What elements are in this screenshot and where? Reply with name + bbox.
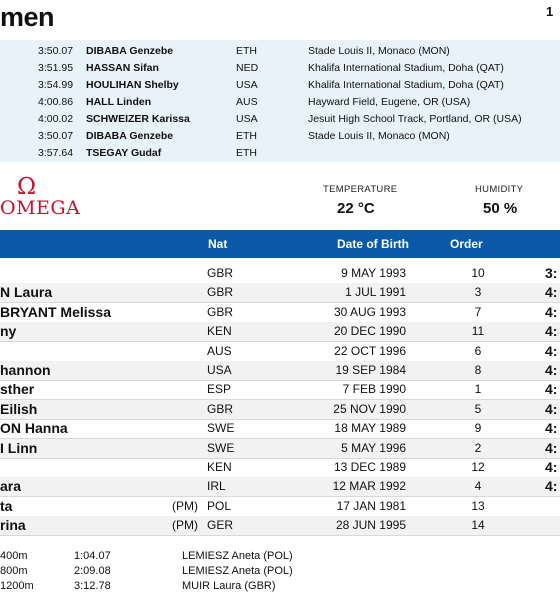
record-row: [0, 94, 560, 111]
athlete-name: ara: [0, 478, 22, 495]
record-venue: Khalifa International Stadium, Doha (QAT): [308, 79, 504, 91]
record-nat: NED: [236, 62, 259, 74]
humidity-label: HUMIDITY: [475, 184, 524, 195]
pm-flag: (PM): [172, 498, 198, 513]
start-order: 5: [474, 401, 482, 416]
record-name: HALL Linden: [86, 96, 152, 108]
nationality: GBR: [207, 401, 234, 416]
athlete-name: I Linn: [0, 439, 38, 456]
date-of-birth: 22 OCT 1996: [334, 343, 406, 358]
start-order: 6: [474, 343, 482, 358]
athlete-name: BRYANT Melissa: [0, 303, 112, 320]
table-row: [0, 303, 560, 323]
result-time: 4:: [545, 420, 558, 437]
start-order: 7: [474, 304, 482, 319]
record-row: [0, 77, 560, 94]
page-corner-text: 1: [546, 4, 554, 19]
record-nat: USA: [236, 79, 258, 91]
result-time: 4:: [545, 439, 558, 456]
table-row: [0, 322, 560, 342]
record-name: SCHWEIZER Karissa: [86, 113, 190, 125]
record-time: 4:00.86: [38, 96, 74, 108]
start-order: 9: [474, 421, 482, 436]
record-venue: Hayward Field, Eugene, OR (USA): [308, 96, 471, 108]
table-row: [0, 439, 560, 459]
start-order: 4: [474, 479, 482, 494]
start-order: 13: [471, 498, 485, 513]
record-row: [0, 60, 560, 77]
date-of-birth: 1 JUL 1991: [345, 285, 406, 300]
split-leader: LEMIESZ Aneta (POL): [182, 565, 293, 577]
athlete-name: ON Hanna: [0, 420, 68, 437]
start-order: 2: [474, 440, 482, 455]
record-nat: USA: [236, 113, 258, 125]
athlete-name: ta: [0, 497, 13, 514]
record-nat: AUS: [236, 96, 258, 108]
date-of-birth: 9 MAY 1993: [341, 266, 406, 280]
table-row: [0, 361, 560, 381]
table-row: [0, 283, 560, 303]
record-nat: ETH: [236, 147, 257, 159]
header-date-of-birth: Date of Birth: [337, 237, 409, 251]
table-row: [0, 380, 560, 400]
record-time: 3:54.99: [38, 79, 74, 91]
split-time: 3:12.78: [74, 580, 111, 592]
start-order: 3: [474, 285, 482, 300]
date-of-birth: 5 MAY 1996: [341, 440, 406, 455]
date-of-birth: 17 JAN 1981: [336, 498, 406, 513]
table-row: [0, 497, 560, 517]
date-of-birth: 13 DEC 1989: [333, 460, 406, 474]
record-time: 3:50.07: [38, 45, 74, 57]
table-row: [0, 477, 560, 497]
record-row: [0, 128, 560, 145]
split-times: [0, 550, 560, 600]
start-order: 10: [471, 266, 485, 280]
result-time: 4:: [545, 362, 558, 378]
split-time: 2:09.08: [74, 565, 111, 577]
table-row: [0, 342, 560, 362]
date-of-birth: 28 JUN 1995: [335, 518, 406, 533]
record-venue: Stade Louis II, Monaco (MON): [308, 45, 450, 57]
temperature-label: TEMPERATURE: [323, 184, 398, 195]
header-nat: Nat: [208, 237, 228, 251]
record-venue: Jesuit High School Track, Portland, OR (USA): [308, 113, 522, 125]
date-of-birth: 19 SEP 1984: [335, 363, 406, 377]
record-name: HOULIHAN Shelby: [86, 79, 179, 91]
start-order: 1: [474, 382, 482, 397]
record-time: 3:50.07: [38, 130, 74, 142]
record-nat: ETH: [236, 130, 257, 142]
record-time: 4:00.02: [38, 113, 74, 125]
temperature-value: 22 °C: [337, 200, 375, 217]
table-row: [0, 400, 560, 420]
split-leader: LEMIESZ Aneta (POL): [182, 550, 293, 562]
result-time: 4:: [545, 381, 558, 398]
split-leader: MUIR Laura (GBR): [182, 580, 276, 592]
athlete-name: Eilish: [0, 400, 38, 417]
nationality: IRL: [207, 479, 226, 494]
nationality: GBR: [207, 304, 234, 319]
nationality: AUS: [207, 343, 232, 358]
record-row: [0, 111, 560, 128]
date-of-birth: 30 AUG 1993: [333, 304, 406, 319]
athlete-name: hannon: [0, 362, 51, 378]
split-row: [0, 580, 560, 595]
records-panel: [0, 40, 560, 162]
split-distance: 800m: [0, 565, 28, 577]
record-name: TSEGAY Gudaf: [86, 147, 162, 159]
record-name: DIBABA Genzebe: [86, 130, 174, 142]
record-row: [0, 43, 560, 60]
result-time: 4:: [545, 459, 558, 475]
record-venue: Stade Louis II, Monaco (MON): [308, 130, 450, 142]
nationality: POL: [207, 498, 232, 513]
result-time: 4:: [545, 284, 558, 301]
date-of-birth: 18 MAY 1989: [334, 421, 406, 436]
nationality: GBR: [207, 266, 234, 280]
result-time: 3:: [545, 265, 558, 281]
humidity-value: 50 %: [483, 200, 518, 217]
nationality: ESP: [207, 382, 232, 397]
table-row: [0, 516, 560, 536]
nationality: GER: [207, 518, 234, 533]
result-time: 4:: [545, 323, 558, 340]
result-time: 4:: [545, 303, 558, 320]
date-of-birth: 20 DEC 1990: [333, 324, 406, 339]
record-time: 3:57.64: [38, 147, 74, 159]
start-order: 14: [471, 518, 485, 533]
split-time: 1:04.07: [74, 550, 111, 562]
pm-flag: (PM): [172, 518, 198, 533]
start-order: 8: [474, 363, 482, 377]
athlete-name: sther: [0, 381, 35, 398]
page-title: men: [0, 2, 55, 32]
result-time: 4:: [545, 478, 558, 495]
record-row: [0, 145, 560, 162]
table-row: [0, 264, 560, 284]
record-name: HASSAN Sifan: [86, 62, 159, 74]
date-of-birth: 7 FEB 1990: [342, 382, 406, 397]
results-table-header: [0, 230, 560, 258]
athlete-name: rina: [0, 517, 26, 534]
date-of-birth: 25 NOV 1990: [333, 401, 406, 416]
nationality: USA: [207, 363, 232, 377]
result-time: 4:: [545, 342, 558, 359]
athlete-name: N Laura: [0, 284, 53, 301]
split-distance: 400m: [0, 550, 28, 562]
split-row: [0, 550, 560, 565]
omega-logo-wordmark: OMEGA: [0, 197, 81, 219]
start-order: 12: [471, 460, 485, 474]
page-header: [0, 0, 560, 40]
table-row: [0, 458, 560, 478]
nationality: KEN: [207, 324, 232, 339]
start-order: 11: [471, 324, 485, 339]
record-name: DIBABA Genzebe: [86, 45, 174, 57]
nationality: SWE: [207, 421, 235, 436]
record-venue: Khalifa International Stadium, Doha (QAT): [308, 62, 504, 74]
record-nat: ETH: [236, 45, 257, 57]
athlete-name: ny: [0, 323, 17, 340]
result-time: 4:: [545, 400, 558, 417]
nationality: GBR: [207, 285, 234, 300]
table-row: [0, 419, 560, 439]
nationality: SWE: [207, 440, 235, 455]
header-order: Order: [450, 237, 483, 251]
split-row: [0, 565, 560, 580]
nationality: KEN: [207, 460, 232, 474]
split-distance: 1200m: [0, 580, 34, 592]
record-time: 3:51.95: [38, 62, 74, 74]
omega-logo-icon: Ω: [17, 174, 37, 200]
date-of-birth: 12 MAR 1992: [332, 479, 406, 494]
